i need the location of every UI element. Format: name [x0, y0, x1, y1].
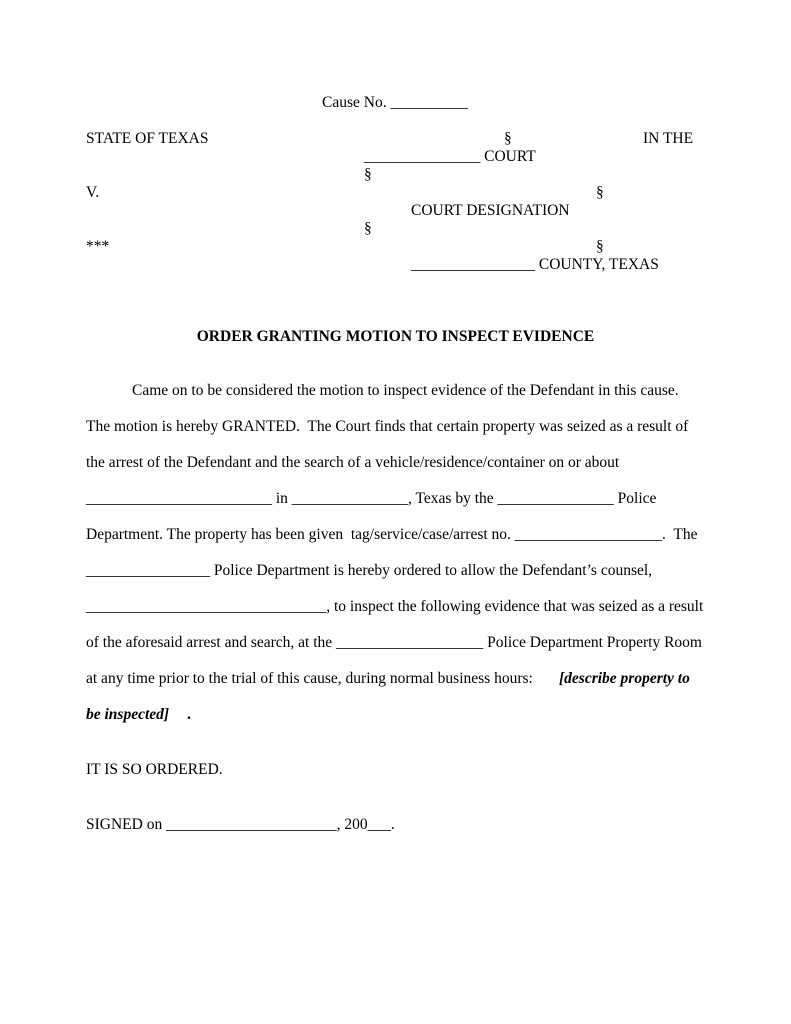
caption-section-mark: § — [364, 166, 372, 183]
so-ordered: IT IS SO ORDERED. — [86, 761, 223, 778]
caption-versus: V. — [86, 184, 100, 201]
caption-section-mark: § — [596, 184, 604, 201]
caption-section-mark: § — [364, 220, 372, 237]
caption-section-mark: § — [504, 130, 512, 147]
body-line: Came on to be considered the motion to inspect evidence of the Defendant in this cause. — [132, 382, 679, 399]
describe-property-placeholder-cont: be inspected] — [86, 706, 170, 723]
body-line: ________________ Police Department is hereby ordered to allow the Defendant’s counsel, — [86, 562, 653, 579]
body-line: ________________________ in _______________, Texas by the _______________ Police — [86, 490, 657, 507]
caption-in-the: IN THE — [643, 130, 694, 147]
body-line: the arrest of the Defendant and the search of a vehicle/residence/container on or about — [86, 454, 620, 471]
body-line: of the aforesaid arrest and search, at the ___________________ Police Department Property Room — [86, 634, 702, 651]
caption-defendant: *** — [86, 238, 110, 255]
describe-property-placeholder: [describe property to — [559, 670, 690, 687]
body-line: _______________________________, to inspect the following evidence that was seized as a result — [86, 598, 704, 615]
cause-number: Cause No. __________ — [322, 94, 468, 111]
body-period: . — [187, 706, 191, 723]
body-line: Department. The property has been given tag/service/case/arrest no. ___________________. The — [86, 526, 698, 543]
order-title: ORDER GRANTING MOTION TO INSPECT EVIDENCE — [196, 328, 595, 345]
signed-line: SIGNED on ______________________, 200___. — [86, 816, 395, 833]
caption-state: STATE OF TEXAS — [86, 130, 209, 147]
caption-court-line: _______________ COURT — [364, 148, 536, 165]
caption-section-mark: § — [596, 238, 604, 255]
body-line: at any time prior to the trial of this cause, during normal business hours: — [86, 670, 533, 687]
caption-court-designation: COURT DESIGNATION — [411, 202, 570, 219]
caption-county-line: ________________ COUNTY, TEXAS — [411, 256, 659, 273]
body-line: The motion is hereby GRANTED. The Court finds that certain property was seized as a result of — [86, 418, 689, 435]
